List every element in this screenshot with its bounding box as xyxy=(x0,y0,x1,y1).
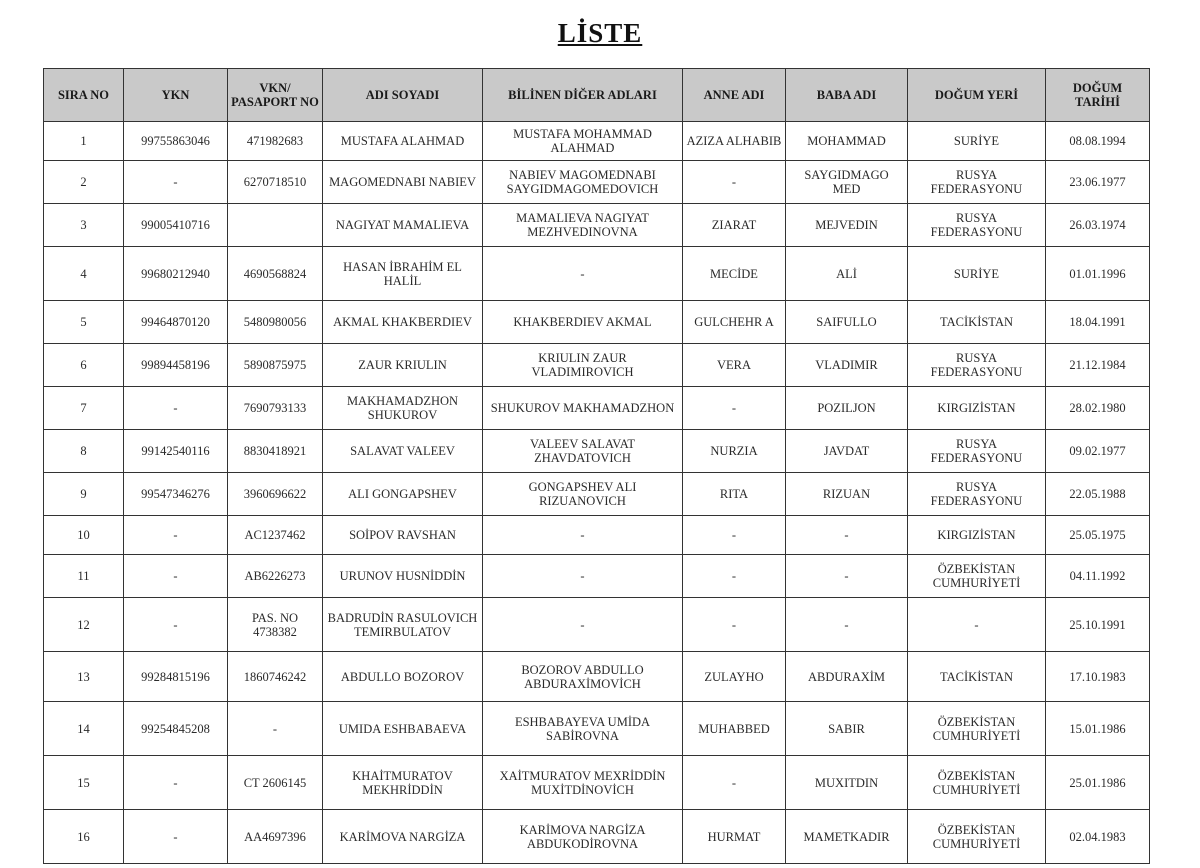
table-row xyxy=(44,301,1150,344)
cell-father: POZILJON xyxy=(786,387,908,430)
cell-sira-no: 5 xyxy=(44,301,124,344)
cell-mother: VERA xyxy=(683,344,786,387)
cell-ykn: - xyxy=(124,387,228,430)
cell-birthdate: 21.12.1984 xyxy=(1046,344,1150,387)
cell-father: VLADIMIR xyxy=(786,344,908,387)
header-ykn: YKN xyxy=(124,69,228,122)
cell-name: KHAİTMURATOV MEKHRİDDİN xyxy=(323,756,483,810)
cell-other-names: NABIEV MAGOMEDNABI SAYGIDMAGOMEDOVICH xyxy=(483,161,683,204)
cell-sira-no: 7 xyxy=(44,387,124,430)
cell-birthdate: 02.04.1983 xyxy=(1046,810,1150,864)
table-row xyxy=(44,516,1150,555)
table-row xyxy=(44,652,1150,702)
cell-birthdate: 09.02.1977 xyxy=(1046,430,1150,473)
cell-mother: MECİDE xyxy=(683,247,786,301)
cell-mother: AZIZA ALHABIB xyxy=(683,122,786,161)
cell-mother: - xyxy=(683,756,786,810)
header-row xyxy=(44,69,1150,122)
cell-ykn: - xyxy=(124,516,228,555)
cell-vkn: PAS. NO 4738382 xyxy=(228,598,323,652)
cell-name: NAGIYAT MAMALIEVA xyxy=(323,204,483,247)
cell-vkn: 7690793133 xyxy=(228,387,323,430)
cell-mother: MUHABBED xyxy=(683,702,786,756)
cell-father: SAYGIDMAGO MED xyxy=(786,161,908,204)
cell-birthdate: 23.06.1977 xyxy=(1046,161,1150,204)
cell-mother: ZIARAT xyxy=(683,204,786,247)
cell-vkn: AA4697396 xyxy=(228,810,323,864)
cell-other-names: KHAKBERDIEV AKMAL xyxy=(483,301,683,344)
cell-birthplace: TACİKİSTAN xyxy=(908,652,1046,702)
table-row xyxy=(44,810,1150,864)
cell-father: ALİ xyxy=(786,247,908,301)
table-row xyxy=(44,247,1150,301)
cell-name: BADRUDİN RASULOVICH TEMIRBULATOV xyxy=(323,598,483,652)
cell-vkn: 1860746242 xyxy=(228,652,323,702)
cell-ykn: 99894458196 xyxy=(124,344,228,387)
cell-father: MAMETKADIR xyxy=(786,810,908,864)
persons-table xyxy=(43,68,1150,864)
cell-birthdate: 01.01.1996 xyxy=(1046,247,1150,301)
cell-sira-no: 1 xyxy=(44,122,124,161)
cell-other-names: GONGAPSHEV ALI RIZUANOVICH xyxy=(483,473,683,516)
cell-mother: NURZIA xyxy=(683,430,786,473)
cell-other-names: - xyxy=(483,516,683,555)
cell-ykn: 99464870120 xyxy=(124,301,228,344)
page-title: LİSTE xyxy=(557,18,643,48)
cell-ykn: - xyxy=(124,810,228,864)
cell-other-names: XAİTMURATOV MEXRİDDİN MUXİTDİNOVİCH xyxy=(483,756,683,810)
cell-birthdate: 04.11.1992 xyxy=(1046,555,1150,598)
cell-birthplace: RUSYA FEDERASYONU xyxy=(908,430,1046,473)
cell-other-names: SHUKUROV MAKHAMADZHON xyxy=(483,387,683,430)
cell-name: HASAN İBRAHİM EL HALİL xyxy=(323,247,483,301)
cell-birthdate: 18.04.1991 xyxy=(1046,301,1150,344)
header-baba-adi: BABA ADI xyxy=(786,69,908,122)
table-row xyxy=(44,204,1150,247)
cell-birthplace: SURİYE xyxy=(908,122,1046,161)
cell-other-names: KRIULIN ZAUR VLADIMIROVICH xyxy=(483,344,683,387)
cell-ykn: - xyxy=(124,161,228,204)
cell-father: - xyxy=(786,598,908,652)
cell-sira-no: 9 xyxy=(44,473,124,516)
cell-birthdate: 17.10.1983 xyxy=(1046,652,1150,702)
cell-vkn: CT 2606145 xyxy=(228,756,323,810)
cell-father: JAVDAT xyxy=(786,430,908,473)
cell-ykn: 99142540116 xyxy=(124,430,228,473)
cell-name: SOİPOV RAVSHAN xyxy=(323,516,483,555)
cell-vkn: - xyxy=(228,702,323,756)
cell-father: SABIR xyxy=(786,702,908,756)
cell-birthplace: RUSYA FEDERASYONU xyxy=(908,204,1046,247)
cell-other-names: - xyxy=(483,555,683,598)
cell-other-names: - xyxy=(483,598,683,652)
cell-name: MAGOMEDNABI NABIEV xyxy=(323,161,483,204)
cell-other-names: - xyxy=(483,247,683,301)
cell-sira-no: 11 xyxy=(44,555,124,598)
cell-other-names: KARİMOVA NARGİZA ABDUKODİROVNA xyxy=(483,810,683,864)
cell-birthdate: 28.02.1980 xyxy=(1046,387,1150,430)
cell-father: - xyxy=(786,555,908,598)
cell-sira-no: 4 xyxy=(44,247,124,301)
cell-sira-no: 8 xyxy=(44,430,124,473)
cell-vkn: 4690568824 xyxy=(228,247,323,301)
cell-other-names: ESHBABAYEVA UMİDA SABİROVNA xyxy=(483,702,683,756)
cell-other-names: MAMALIEVA NAGIYAT MEZHVEDINOVNA xyxy=(483,204,683,247)
cell-mother: - xyxy=(683,516,786,555)
table-row xyxy=(44,756,1150,810)
cell-name: SALAVAT VALEEV xyxy=(323,430,483,473)
cell-mother: - xyxy=(683,598,786,652)
cell-name: UMIDA ESHBABAEVA xyxy=(323,702,483,756)
cell-birthdate: 08.08.1994 xyxy=(1046,122,1150,161)
cell-name: KARİMOVA NARGİZA xyxy=(323,810,483,864)
cell-other-names: MUSTAFA MOHAMMAD ALAHMAD xyxy=(483,122,683,161)
cell-other-names: VALEEV SALAVAT ZHAVDATOVICH xyxy=(483,430,683,473)
cell-birthdate: 25.01.1986 xyxy=(1046,756,1150,810)
table-row xyxy=(44,430,1150,473)
cell-ykn: 99755863046 xyxy=(124,122,228,161)
cell-name: AKMAL KHAKBERDIEV xyxy=(323,301,483,344)
cell-vkn: AC1237462 xyxy=(228,516,323,555)
cell-ykn: 99547346276 xyxy=(124,473,228,516)
header-adi-soyadi: ADI SOYADI xyxy=(323,69,483,122)
cell-birthplace: RUSYA FEDERASYONU xyxy=(908,344,1046,387)
cell-birthplace: RUSYA FEDERASYONU xyxy=(908,161,1046,204)
cell-mother: RITA xyxy=(683,473,786,516)
cell-mother: ZULAYHO xyxy=(683,652,786,702)
cell-father: - xyxy=(786,516,908,555)
table-row xyxy=(44,598,1150,652)
cell-birthplace: TACİKİSTAN xyxy=(908,301,1046,344)
cell-birthplace: - xyxy=(908,598,1046,652)
cell-birthdate: 22.05.1988 xyxy=(1046,473,1150,516)
table-row xyxy=(44,702,1150,756)
header-bilinen-diger-adlari: BİLİNEN DİĞER ADLARI xyxy=(483,69,683,122)
cell-name: MAKHAMADZHON SHUKUROV xyxy=(323,387,483,430)
cell-sira-no: 16 xyxy=(44,810,124,864)
cell-sira-no: 13 xyxy=(44,652,124,702)
cell-name: ABDULLO BOZOROV xyxy=(323,652,483,702)
cell-birthplace: ÖZBEKİSTAN CUMHURİYETİ xyxy=(908,810,1046,864)
cell-birthplace: ÖZBEKİSTAN CUMHURİYETİ xyxy=(908,756,1046,810)
cell-father: MEJVEDIN xyxy=(786,204,908,247)
cell-birthdate: 26.03.1974 xyxy=(1046,204,1150,247)
cell-mother: - xyxy=(683,161,786,204)
cell-sira-no: 6 xyxy=(44,344,124,387)
cell-father: SAIFULLO xyxy=(786,301,908,344)
cell-birthplace: KIRGIZİSTAN xyxy=(908,387,1046,430)
cell-sira-no: 3 xyxy=(44,204,124,247)
cell-ykn: 99284815196 xyxy=(124,652,228,702)
table-row xyxy=(44,122,1150,161)
cell-name: ALI GONGAPSHEV xyxy=(323,473,483,516)
cell-vkn: 6270718510 xyxy=(228,161,323,204)
cell-sira-no: 14 xyxy=(44,702,124,756)
cell-father: ABDURAXİM xyxy=(786,652,908,702)
cell-sira-no: 2 xyxy=(44,161,124,204)
cell-other-names: BOZOROV ABDULLO ABDURAXİMOVİCH xyxy=(483,652,683,702)
header-vkn-pasaport-no: VKN/ PASAPORT NO xyxy=(228,69,323,122)
cell-vkn: AB6226273 xyxy=(228,555,323,598)
cell-father: RIZUAN xyxy=(786,473,908,516)
table-row xyxy=(44,161,1150,204)
cell-birthplace: RUSYA FEDERASYONU xyxy=(908,473,1046,516)
header-dogum-tarihi: DOĞUM TARİHİ xyxy=(1046,69,1150,122)
cell-ykn: 99680212940 xyxy=(124,247,228,301)
table-row xyxy=(44,555,1150,598)
table-row xyxy=(44,473,1150,516)
cell-mother: - xyxy=(683,387,786,430)
cell-sira-no: 12 xyxy=(44,598,124,652)
cell-father: MOHAMMAD xyxy=(786,122,908,161)
cell-birthdate: 15.01.1986 xyxy=(1046,702,1150,756)
cell-name: ZAUR KRIULIN xyxy=(323,344,483,387)
cell-vkn: 5480980056 xyxy=(228,301,323,344)
cell-ykn: - xyxy=(124,756,228,810)
cell-ykn: 99254845208 xyxy=(124,702,228,756)
cell-sira-no: 15 xyxy=(44,756,124,810)
cell-ykn: - xyxy=(124,598,228,652)
cell-birthdate: 25.10.1991 xyxy=(1046,598,1150,652)
cell-mother: - xyxy=(683,555,786,598)
cell-vkn: 5890875975 xyxy=(228,344,323,387)
cell-name: URUNOV HUSNİDDİN xyxy=(323,555,483,598)
cell-birthplace: ÖZBEKİSTAN CUMHURİYETİ xyxy=(908,702,1046,756)
cell-ykn: 99005410716 xyxy=(124,204,228,247)
cell-sira-no: 10 xyxy=(44,516,124,555)
cell-birthplace: KIRGIZİSTAN xyxy=(908,516,1046,555)
cell-birthdate: 25.05.1975 xyxy=(1046,516,1150,555)
header-anne-adi: ANNE ADI xyxy=(683,69,786,122)
cell-mother: GULCHEHR A xyxy=(683,301,786,344)
table-row xyxy=(44,387,1150,430)
cell-father: MUXITDIN xyxy=(786,756,908,810)
header-sira-no: SIRA NO xyxy=(44,69,124,122)
cell-mother: HURMAT xyxy=(683,810,786,864)
cell-vkn xyxy=(228,204,323,247)
table-row xyxy=(44,344,1150,387)
header-dogum-yeri: DOĞUM YERİ xyxy=(908,69,1046,122)
cell-vkn: 3960696622 xyxy=(228,473,323,516)
cell-birthplace: ÖZBEKİSTAN CUMHURİYETİ xyxy=(908,555,1046,598)
cell-ykn: - xyxy=(124,555,228,598)
cell-name: MUSTAFA ALAHMAD xyxy=(323,122,483,161)
cell-vkn: 8830418921 xyxy=(228,430,323,473)
cell-birthplace: SURİYE xyxy=(908,247,1046,301)
cell-vkn: 471982683 xyxy=(228,122,323,161)
